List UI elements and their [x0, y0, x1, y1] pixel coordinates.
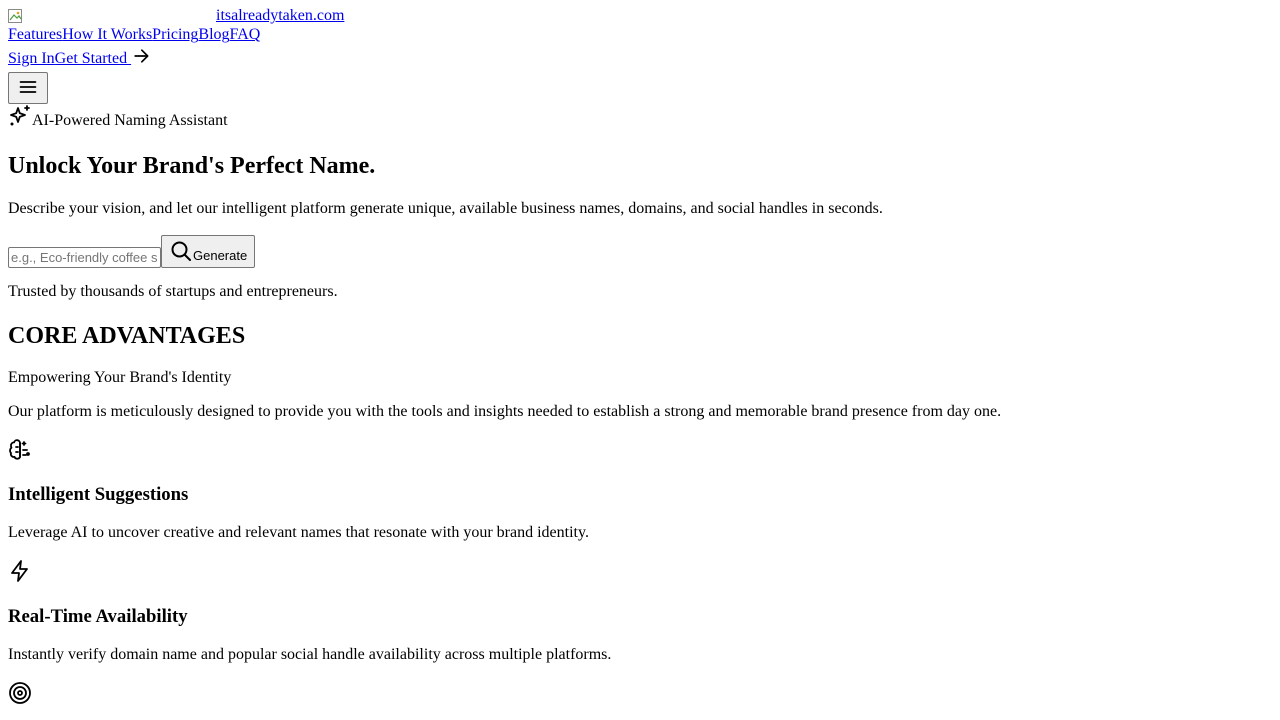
feature-desc-intelligent: Leverage AI to uncover creative and relevant names that resonate with your brand identity. — [8, 524, 589, 541]
zap-icon — [8, 559, 32, 583]
sign-in-link[interactable]: Sign In — [8, 50, 55, 67]
hero-title: Unlock Your Brand's Perfect Name. — [8, 153, 376, 179]
feature-title-availability: Real-Time Availability — [8, 606, 188, 627]
menu-icon — [18, 77, 38, 100]
get-started-link[interactable] — [55, 50, 151, 67]
generate-form — [8, 235, 255, 268]
generate-button[interactable] — [161, 235, 255, 268]
core-subheading: Empowering Your Brand's Identity — [8, 369, 232, 386]
feature-desc-availability: Instantly verify domain name and popular social handle availability across multiple platforms. — [8, 646, 612, 663]
brand-home-link[interactable] — [8, 6, 344, 26]
core-advantages-heading: CORE ADVANTAGES — [8, 323, 246, 349]
logo-image — [8, 8, 24, 24]
badge-text: AI-Powered Naming Assistant — [32, 112, 228, 129]
hero-description: Describe your vision, and let our intelligent platform generate unique, available business names, domains, and social handles in seconds. — [8, 200, 883, 217]
main-nav — [8, 25, 260, 45]
nav-faq[interactable]: FAQ — [229, 26, 261, 43]
brand-row — [8, 6, 344, 26]
nav-how-it-works[interactable]: How It Works — [62, 26, 153, 43]
nav-pricing[interactable]: Pricing — [152, 26, 199, 43]
sparkles-icon — [8, 104, 32, 128]
brand-name: itsalreadytaken.com — [216, 7, 345, 24]
auth-links — [8, 46, 151, 72]
get-started-label: Get Started — [54, 50, 132, 67]
brain-icon — [8, 438, 32, 462]
search-icon — [169, 239, 193, 263]
feature-title-intelligent: Intelligent Suggestions — [8, 484, 189, 505]
arrow-right-icon — [131, 46, 151, 72]
menu-toggle-button[interactable] — [8, 72, 48, 104]
generate-label: Generate — [193, 248, 248, 263]
nav-features[interactable]: Features — [8, 26, 63, 43]
target-icon — [8, 681, 32, 705]
trusted-text: Trusted by thousands of startups and entrepreneurs. — [8, 283, 338, 300]
core-description: Our platform is meticulously designed to provide you with the tools and insights needed to establish a strong and memorable brand presence from day one. — [8, 403, 1002, 420]
business-description-input[interactable] — [8, 247, 161, 268]
nav-blog[interactable]: Blog — [198, 26, 230, 43]
hero-badge — [8, 104, 228, 132]
